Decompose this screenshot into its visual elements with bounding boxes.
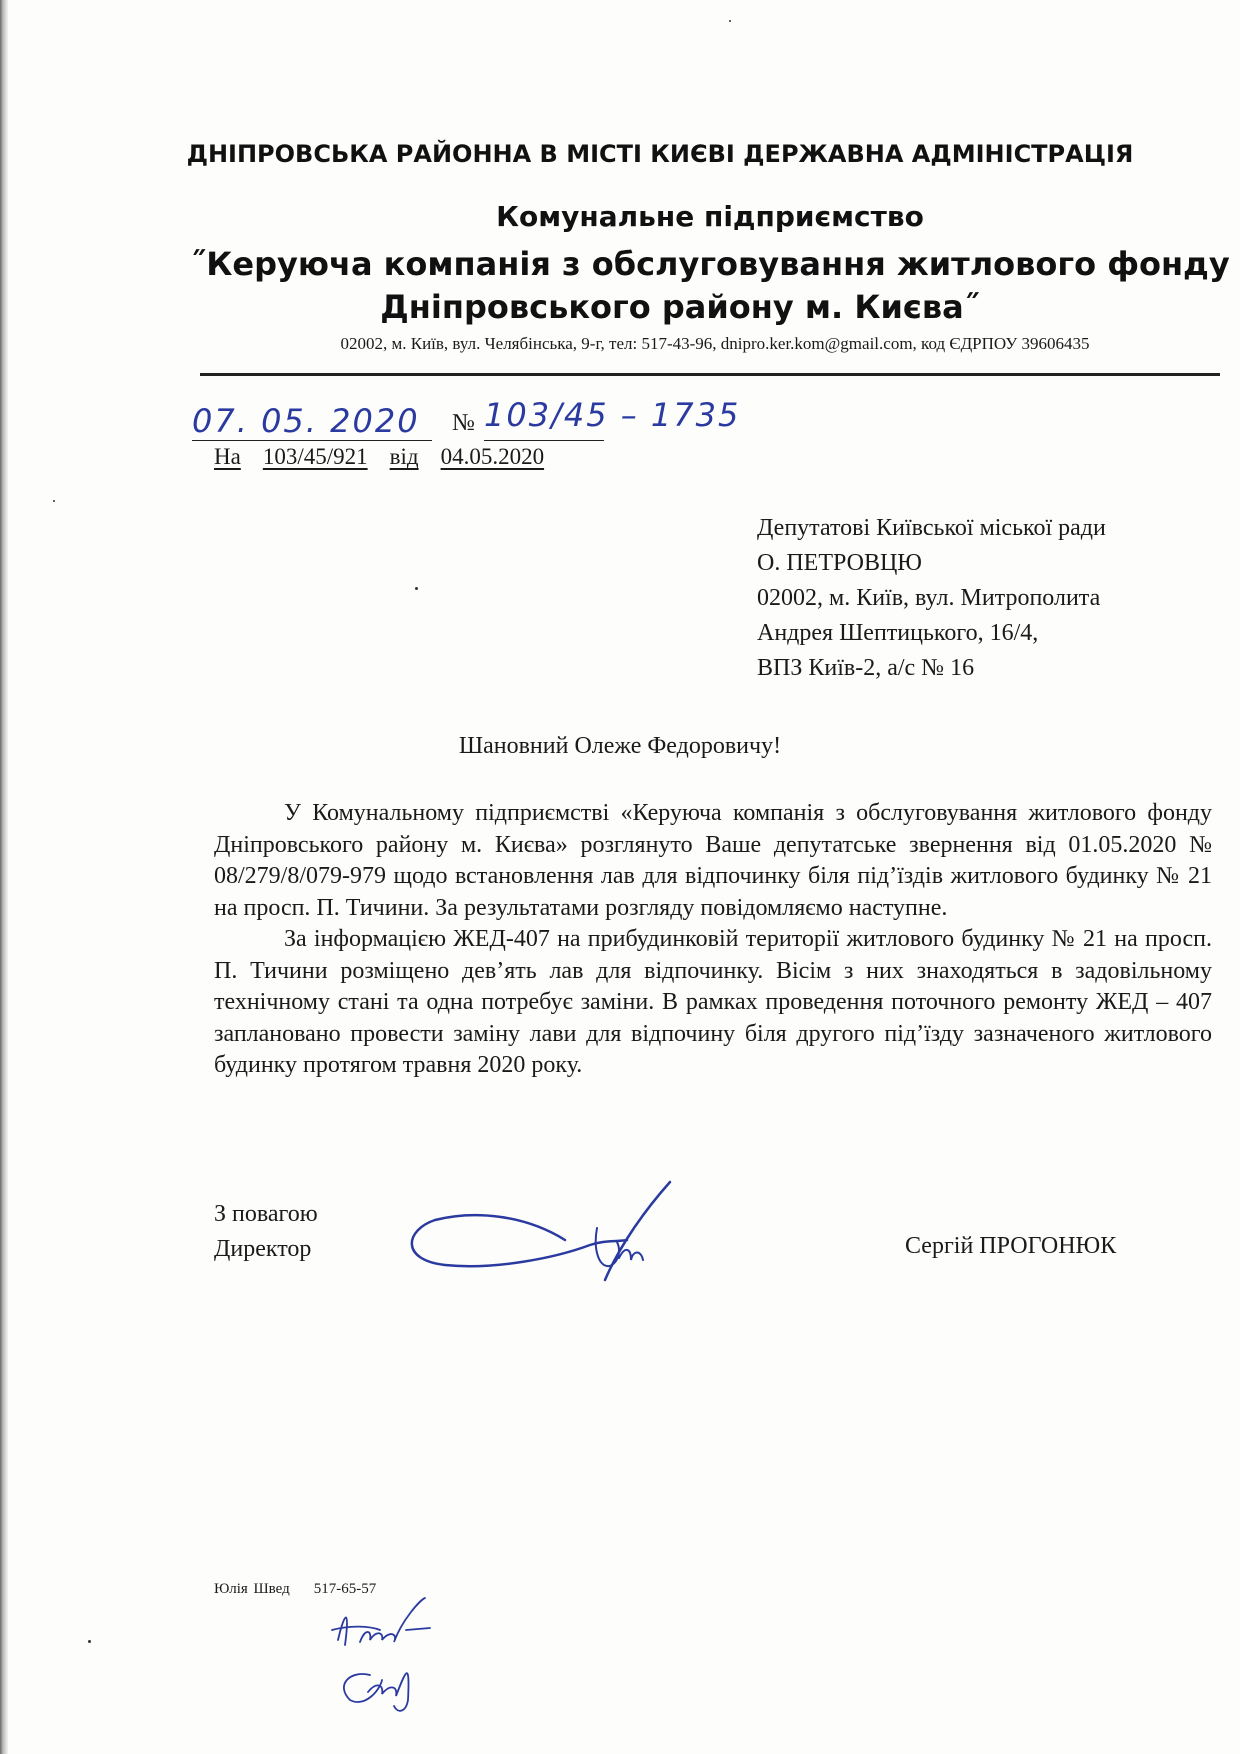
body-paragraph: За інформацією ЖЕД-407 на прибудинковій території житлового будинку № 21 на просп. П. Тичини розміщено дев’ять лав для відпочинку. Вісім з них знаходяться в задовільному технічному стані та одна потребує заміни. В рамках проведення поточного ремонту ЖЕД – 407 заплановано провести заміну лави для відпочину біля другого під’їзду зазначеного житлового будинку протягом травня 2020 року.: [214, 926, 1212, 1078]
registration-number-handwritten: 103/45 – 1735: [484, 396, 741, 434]
enterprise-name-line1: ˝Керуюча компанія з обслуговування житлового фонду: [190, 245, 1230, 283]
registration-number-underline: [484, 440, 604, 441]
enterprise-contacts: 02002, м. Київ, вул. Челябінська, 9-г, тел: 517-43-96, dnipro.ker.kom@gmail.com, код ЄДРПОУ 39606435: [340, 334, 1090, 353]
scan-speck: [53, 500, 55, 502]
addressee-line: 02002, м. Київ, вул. Митрополита: [757, 585, 1101, 611]
scan-speck: [88, 1640, 91, 1643]
administration-title: ДНІПРОВСЬКА РАЙОННА В МІСТІ КИЄВІ ДЕРЖАВНА АДМІНІСТРАЦІЯ: [186, 140, 1134, 168]
reply-to-date: 04.05.2020: [440, 444, 545, 469]
closing-position: Директор: [214, 1236, 312, 1262]
director-signature: [405, 1170, 695, 1285]
registration-number-label: №: [452, 410, 475, 436]
header-divider: [200, 373, 1220, 376]
executor-name: Юлія Швед: [214, 1581, 290, 1597]
salutation: Шановний Олеже Федоровичу!: [458, 733, 782, 759]
closing-block: [214, 1197, 318, 1267]
body-paragraph: У Комунальному підприємстві «Керуюча компанія з обслуговування житлового фонду Дніпровського району м. Києва» розглянуто Ваше депутатське звернення від 01.05.2020 № 08/279/8/079-979 щодо встановлення лав для відпочинку біля під’їздів житлового будинку № 21 на просп. П. Тичини. За результатами розгляду повідомляємо наступне.: [214, 800, 1212, 921]
addressee-line: О. ПЕТРОВЦЮ: [757, 550, 922, 576]
letter-body: [214, 798, 1212, 1082]
enterprise-type: Комунальне підприємство: [496, 200, 924, 233]
addressee-line: ВПЗ Київ-2, а/с № 16: [757, 655, 975, 681]
scan-speck: [415, 587, 418, 590]
reply-reference: [214, 444, 566, 470]
addressee-line: Андрея Шептицького, 16/4,: [757, 620, 1039, 646]
executor-phone: 517-65-57: [313, 1581, 377, 1597]
addressee-block: [757, 511, 1106, 686]
reply-to-label: На: [214, 444, 241, 469]
scan-speck: [729, 20, 731, 22]
closing-regards: З повагою: [214, 1201, 318, 1227]
addressee-line: Депутатові Київської міської ради: [757, 515, 1106, 541]
reply-to-number: 103/45/921: [262, 444, 368, 469]
enterprise-name-line2: Дніпровського району м. Києва˝: [380, 288, 980, 326]
reply-to-date-label: від: [389, 444, 419, 469]
scan-page-edge: [0, 0, 8, 1754]
registration-date-underline: [192, 440, 432, 441]
registration-date-handwritten: 07. 05. 2020: [192, 402, 420, 440]
signer-name: Сергій ПРОГОНЮК: [905, 1233, 1117, 1259]
approval-initials: [310, 1590, 480, 1720]
